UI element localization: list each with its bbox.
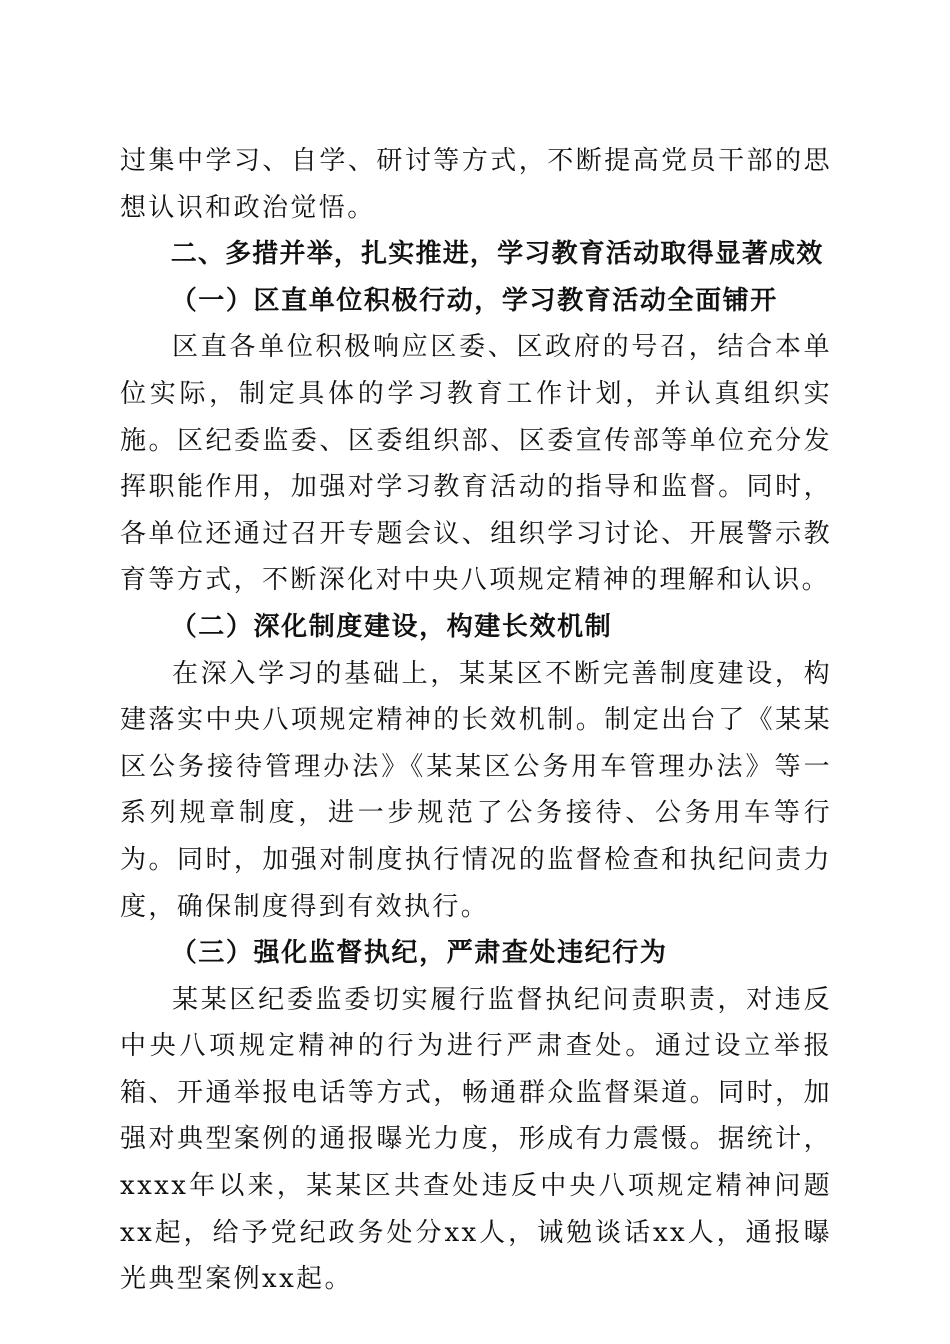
section-heading-two: 二、多措并举，扎实推进，学习教育活动取得显著成效 [170, 239, 824, 270]
subsection-paragraph-1: 区直各单位积极响应区委、区政府的号召，结合本单位实际，制定具体的学习教育工作计划，并认真组织实施。区纪委监委、区委组织部、区委宣传部等单位充分发挥职能作用，加强对学习教育活动的指导和监督。同时，各单位还通过召开专题会议、组织学习讨论、开展警示教育等方式，不断深化对中央八项规定精神的理解和认识。 [120, 332, 832, 596]
subsection-paragraph-2: 在深入学习的基础上，某某区不断完善制度建设，构建落实中央八项规定精神的长效机制。制定出台了《某某区公务接待管理办法》《某某区公务用车管理办法》等一系列规章制度，进一步规范了公务接待、公务用车等行为。同时，加强对制度执行情况的监督检查和执纪问责力度，确保制度得到有效执行。 [120, 658, 832, 922]
subsection-heading-3: （三）强化监督执纪，严肃查处违纪行为 [170, 938, 668, 969]
intro-paragraph-tail: 过集中学习、自学、研讨等方式，不断提高党员干部的思想认识和政治觉悟。 [120, 146, 832, 223]
document-body [120, 138, 832, 1303]
subsection-paragraph-3: 某某区纪委监委切实履行监督执纪问责职责，对违反中央八项规定精神的行为进行严肃查处。通过设立举报箱、开通举报电话等方式，畅通群众监督渠道。同时，加强对典型案例的通报曝光力度，形成有力震慑。据统计，xxxx年以来，某某区共查处违反中央八项规定精神问题xx起，给予党纪政务处分xx人，诫勉谈话xx人，通报曝光典型案例xx起。 [120, 984, 832, 1295]
subsection-heading-2: （二）深化制度建设，构建长效机制 [170, 611, 613, 642]
subsection-heading-1: （一）区直单位积极行动，学习教育活动全面铺开 [170, 285, 778, 316]
